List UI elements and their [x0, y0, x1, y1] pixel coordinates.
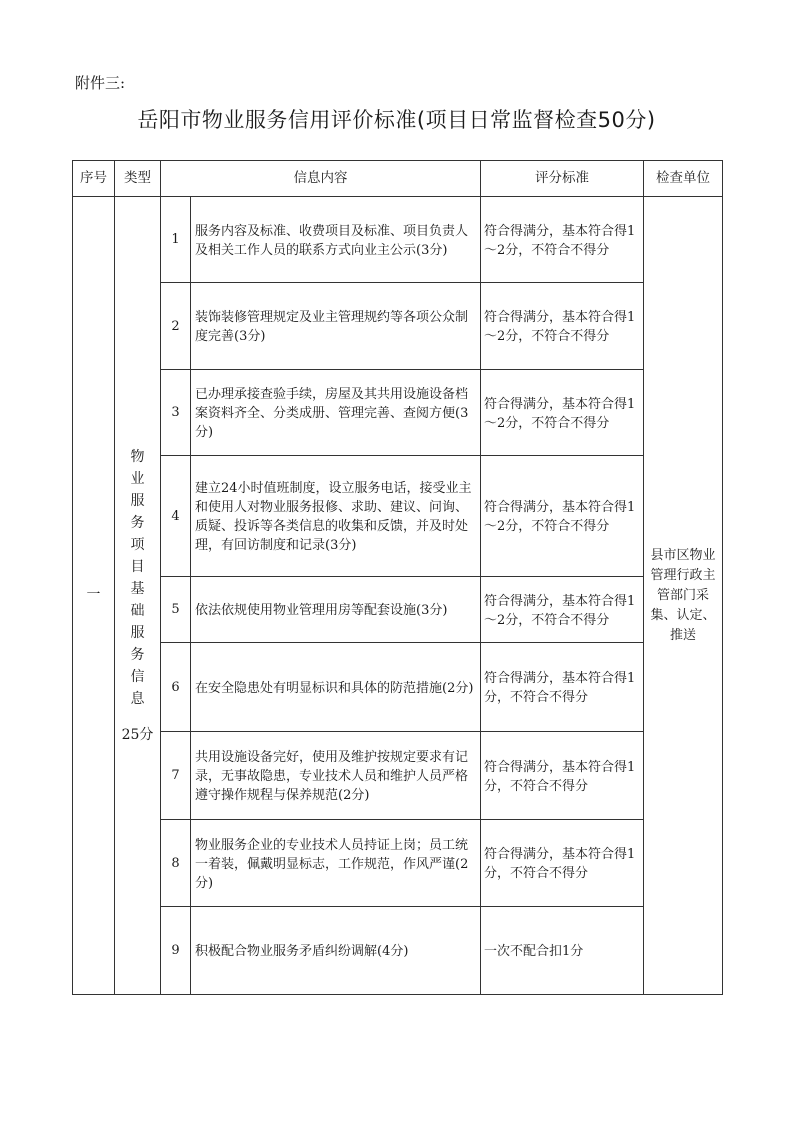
row-info: 已办理承接查验手续，房屋及其共用设施设备档案资料齐全、分类成册、管理完善、查阅方便(3分) [191, 370, 481, 456]
row-criteria: 符合得满分，基本符合得1～2分，不符合不得分 [481, 283, 644, 370]
row-number: 3 [161, 370, 191, 456]
row-number: 4 [161, 456, 191, 577]
row-number: 8 [161, 820, 191, 907]
col-info-header: 信息内容 [161, 161, 481, 197]
group-score: 25分 [121, 726, 154, 743]
table-row [73, 197, 723, 283]
row-number: 6 [161, 643, 191, 732]
row-info: 在安全隐患处有明显标识和具体的防范措施(2分) [191, 643, 481, 732]
row-info: 依法依规使用物业管理用房等配套设施(3分) [191, 577, 481, 643]
row-criteria: 符合得满分，基本符合得1分，不符合不得分 [481, 820, 644, 907]
row-criteria: 一次不配合扣1分 [481, 907, 644, 995]
row-number: 2 [161, 283, 191, 370]
row-criteria: 符合得满分，基本符合得1分，不符合不得分 [481, 643, 644, 732]
row-info: 积极配合物业服务矛盾纠纷调解(4分) [191, 907, 481, 995]
table-row [73, 283, 723, 370]
col-type-header: 类型 [115, 161, 161, 197]
row-criteria: 符合得满分，基本符合得1～2分，不符合不得分 [481, 456, 644, 577]
table-row [73, 643, 723, 732]
attachment-label: 附件三: [75, 74, 126, 92]
table-row [73, 577, 723, 643]
col-seq-header: 序号 [73, 161, 115, 197]
evaluation-table [72, 160, 723, 995]
group-unit: 县市区物业管理行政主管部门采集、认定、推送 [644, 197, 723, 995]
document-title: 岳阳市物业服务信用评价标准(项目日常监督检查50分) [137, 108, 656, 132]
row-number: 1 [161, 197, 191, 283]
header-row [73, 161, 723, 197]
row-info: 物业服务企业的专业技术人员持证上岗；员工统一着装，佩戴明显标志，工作规范，作风严谨(2分) [191, 820, 481, 907]
row-info: 共用设施设备完好，使用及维护按规定要求有记录，无事故隐患，专业技术人员和维护人员严格遵守操作规程与保养规范(2分) [191, 732, 481, 820]
row-number: 5 [161, 577, 191, 643]
row-criteria: 符合得满分，基本符合得1～2分，不符合不得分 [481, 197, 644, 283]
table-row [73, 907, 723, 995]
row-criteria: 符合得满分，基本符合得1～2分，不符合不得分 [481, 577, 644, 643]
group-seq: 一 [73, 197, 115, 995]
col-criteria-header: 评分标准 [481, 161, 644, 197]
row-criteria: 符合得满分，基本符合得1～2分，不符合不得分 [481, 370, 644, 456]
table-row [73, 370, 723, 456]
row-number: 7 [161, 732, 191, 820]
col-unit-header: 检查单位 [644, 161, 723, 197]
row-info: 服务内容及标准、收费项目及标准、项目负责人及相关工作人员的联系方式向业主公示(3分) [191, 197, 481, 283]
row-number: 9 [161, 907, 191, 995]
group-type [115, 197, 161, 995]
row-info: 装饰装修管理规定及业主管理规约等各项公众制度完善(3分) [191, 283, 481, 370]
row-info: 建立24小时值班制度，设立服务电话，接受业主和使用人对物业服务报修、求助、建议、问询、质疑、投诉等各类信息的收集和反馈，并及时处理，有回访制度和记录(3分) [191, 456, 481, 577]
table-row [73, 456, 723, 577]
group-type-label: 物业服务项目基础服务信息 [130, 448, 145, 707]
table-row [73, 732, 723, 820]
row-criteria: 符合得满分，基本符合得1分，不符合不得分 [481, 732, 644, 820]
table-row [73, 820, 723, 907]
